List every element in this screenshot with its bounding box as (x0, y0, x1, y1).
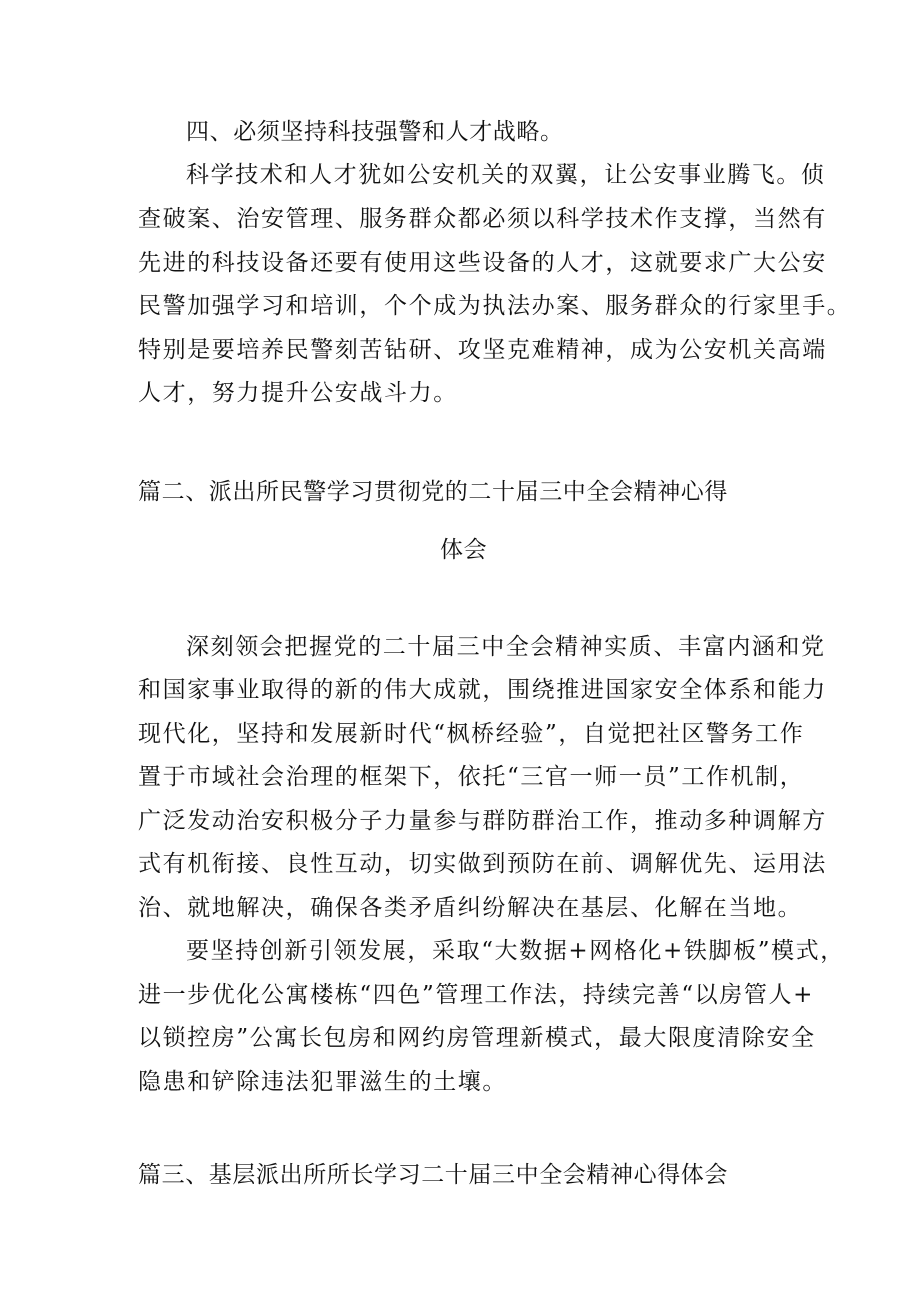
article-title: 篇二、派出所民警学习贯彻党的二十届三中全会精神心得 (138, 479, 728, 505)
paragraph-line: 查破案、治安管理、服务群众都必须以科学技术作支撑，当然有 (138, 206, 827, 232)
article-title: 篇三、基层派出所所长学习二十届三中全会精神心得体会 (138, 1162, 728, 1188)
paragraph-line: 广泛发动治安积极分子力量参与群防群治工作，推动多种调解方 (138, 808, 827, 834)
article-title-continuation: 体会 (440, 537, 488, 563)
paragraph-line: 人才，努力提升公安战斗力。 (138, 380, 458, 406)
paragraph-line: 和国家事业取得的新的伟大成就，围绕推进国家安全体系和能力 (138, 677, 827, 703)
paragraph-line: 要坚持创新引领发展，采取“大数据+网格化+铁脚板”模式， (186, 938, 845, 964)
paragraph-line: 现代化，坚持和发展新时代“枫桥经验”，自觉把社区警务工作 (138, 721, 805, 747)
paragraph-line: 治、就地解决，确保各类矛盾纠纷解决在基层、化解在当地。 (138, 895, 803, 921)
paragraph-line: 隐患和铲除违法犯罪滋生的土壤。 (138, 1069, 507, 1095)
paragraph-line: 以锁控房”公寓长包房和网约房管理新模式，最大限度清除安全 (138, 1025, 816, 1051)
paragraph-line: 特别是要培养民警刻苦钻研、攻坚克难精神，成为公安机关高端 (138, 337, 827, 363)
paragraph-line: 民警加强学习和培训，个个成为执法办案、服务群众的行家里手。 (138, 293, 852, 319)
paragraph-line: 科学技术和人才犹如公安机关的双翼，让公安事业腾飞。侦 (186, 162, 826, 188)
paragraph-line: 进一步优化公寓楼栋“四色”管理工作法，持续完善“以房管人+ (138, 982, 814, 1008)
paragraph-line: 深刻领会把握党的二十届三中全会精神实质、丰富内涵和党 (186, 634, 826, 660)
paragraph-line: 式有机衔接、良性互动，切实做到预防在前、调解优先、运用法 (138, 851, 827, 877)
section-heading: 四、必须坚持科技强警和人才战略。 (186, 119, 564, 145)
paragraph-line: 先进的科技设备还要有使用这些设备的人才，这就要求广大公安 (138, 250, 827, 276)
paragraph-line: 置于市域社会治理的框架下，依托“三官一师一员”工作机制， (138, 764, 805, 790)
